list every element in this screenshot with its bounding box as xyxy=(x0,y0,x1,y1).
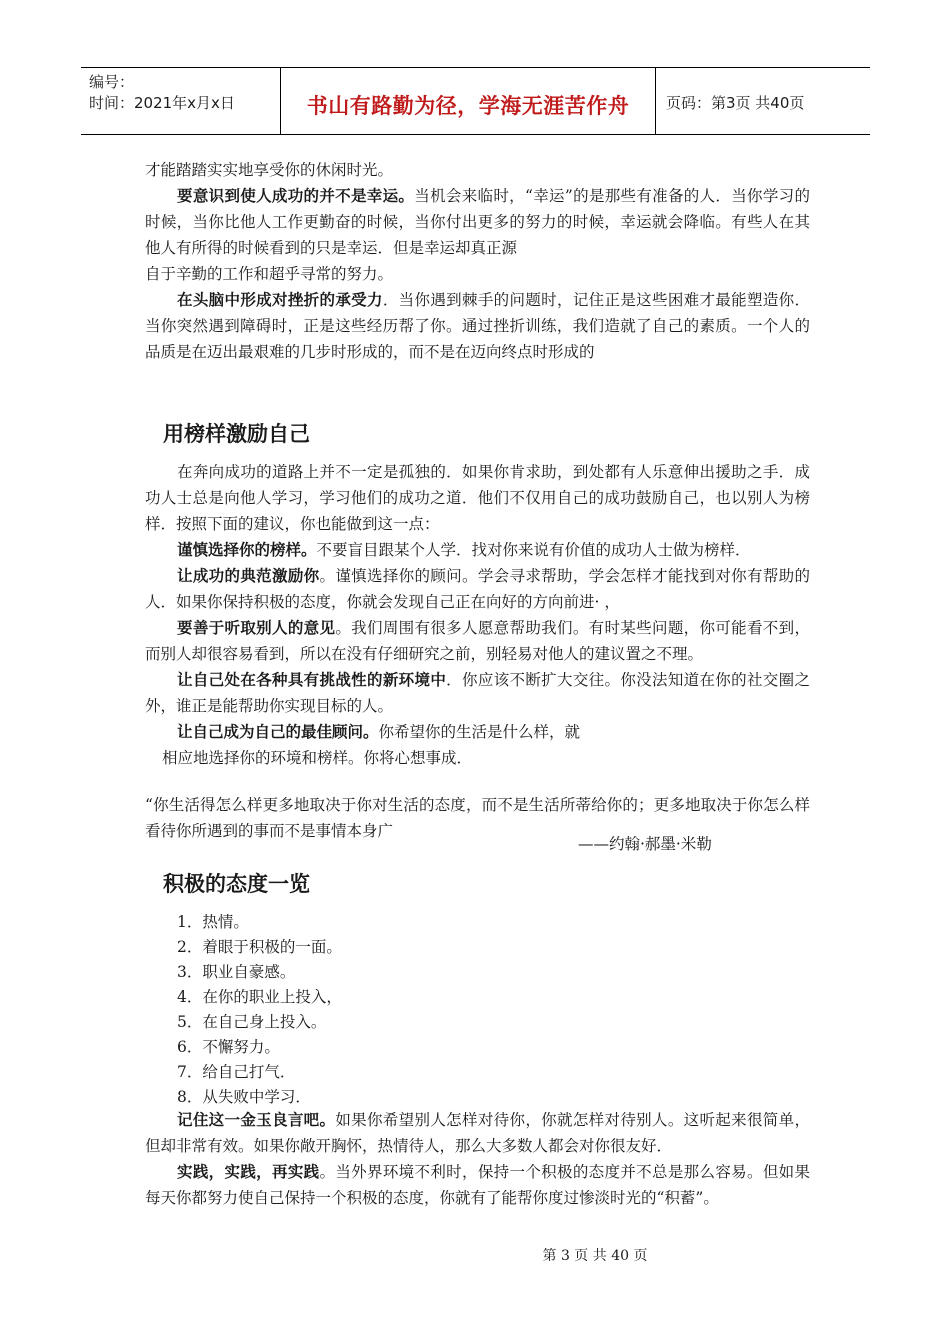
paragraph-text: 。当外界环境不利时，保持一个积极的态度并不总是那么容易。但如果每天你都努力使自己保持一个积极的态度，你就有了能帮你度过惨淡时光的“积蓄”。 xyxy=(145,1163,810,1207)
list-item: 1．热情。 xyxy=(177,913,249,931)
paragraph-text: 不要盲目跟某个人学．找对你来说有价值的成功人士做为榜样． xyxy=(316,541,751,559)
paragraph-text: 自于辛勤的工作和超乎寻常的努力。 xyxy=(145,265,394,283)
paragraph-practice xyxy=(145,1159,810,1211)
paragraph-lead: 让成功的典范激励你 xyxy=(177,567,320,585)
header-page-code: 页码：第3页 共40页 xyxy=(666,94,805,112)
document-header xyxy=(81,67,870,135)
header-meta-cell xyxy=(81,68,281,134)
paragraph-frustration xyxy=(145,287,810,365)
paragraph-lead: 谨慎选择你的榜样。 xyxy=(177,541,317,559)
paragraph-lead: 记住这一金玉良言吧。 xyxy=(177,1111,336,1129)
header-motto-cell xyxy=(281,68,656,134)
paragraph-luck-end xyxy=(145,261,810,287)
paragraph-golden-rule xyxy=(145,1107,810,1159)
paragraph-text: 在奔向成功的道路上并不一定是孤独的．如果你肯求助，到处都有人乐意伸出援助之手．成功人士总是向他人学习，学习他们的成功之道．他们不仅用自己的成功鼓励自己，也以别人为榜样．按照下面的建议，你也能做到这一点： xyxy=(145,463,810,533)
list-item: 7．给自己打气． xyxy=(177,1063,296,1081)
section-heading-positive-attitude: 积极的态度一览 xyxy=(163,872,310,896)
paragraph-own-advisor-end xyxy=(162,745,827,771)
paragraph-own-advisor xyxy=(145,719,810,745)
paragraph-lead: 要善于听取别人的意见 xyxy=(177,619,336,637)
document-date: 时间：2021年x月x日 xyxy=(89,94,235,112)
paragraph-text: 如果你希望别人怎样对待你，你就怎样对待别人。这听起来很简单，但却非常有效。如果你敞开胸怀，热情待人，那么大多数人都会对你很友好． xyxy=(145,1111,810,1155)
paragraph-text: 。谨慎选择你的顾问。学会寻求帮助，学会怎样才能找到对你有帮助的人．如果你保持积极的态度，你就会发现自己正在向好的方向前进· ， xyxy=(145,567,810,611)
header-motto: 书山有路勤为径，学海无涯苦作舟 xyxy=(306,94,630,118)
paragraph-inspire xyxy=(145,563,810,615)
list-item: 6．不懈努力。 xyxy=(177,1038,280,1056)
paragraph-listen xyxy=(145,615,810,667)
paragraph-lead: 在头脑中形成对挫折的承受力 xyxy=(177,291,383,309)
paragraph-text: 当机会来临时，“幸运”的是那些有准备的人．当你学习的时候，当你比他人工作更勤奋的时候，当你付出更多的努力的时候，幸运就会降临。有些人在其他人有所得的时候看到的只是幸运．但是幸运却真正源 xyxy=(145,187,810,257)
paragraph-lead: 要意识到使人成功的并不是幸运。 xyxy=(177,187,415,205)
list-item: 2．着眼于积极的一面。 xyxy=(177,938,342,956)
paragraph-choose-model xyxy=(145,537,810,563)
paragraph-lead: 让自己成为自己的最佳顾问。 xyxy=(177,723,379,741)
page-footer xyxy=(0,1245,950,1265)
document-number-label: 编号： xyxy=(89,73,135,91)
paragraph-luck xyxy=(145,183,810,261)
list-item: 4．在你的职业上投入， xyxy=(177,988,342,1006)
quote-attribution: ——约翰·郝墨·米勒 xyxy=(578,835,712,853)
paragraph-text: ．当你遇到棘手的问题时，记住正是这些困难才最能塑造你．当你突然遇到障碍时，正是这些经历帮了你。通过挫折训练，我们造就了自己的素质。一个人的品质是在迈出最艰难的几步时形成的，而不是在迈向终点时形成的 xyxy=(145,291,810,361)
quote-text: “你生活得怎么样更多地取决于你对生活的态度，而不是生活所蒂给你的；更多地取决于你怎么样看待你所遇到的事而不是事情本身广 xyxy=(145,796,810,840)
paragraph-text: ．你应该不断扩大交往。你没法知道在你的社交圈之外，谁正是能帮助你实现目标的人。 xyxy=(145,671,810,715)
paragraph-text: 。我们周围有很多人愿意帮助我们。有时某些问题，你可能看不到，而别人却很容易看到，所以在没有仔细研究之前，别轻易对他人的建议置之不理。 xyxy=(145,619,810,663)
paragraph-role-models-intro xyxy=(145,459,810,537)
section-heading-role-models: 用榜样激励自己 xyxy=(163,422,310,446)
paragraph-text: 你希望你的生活是什么样，就 xyxy=(378,723,581,741)
list-item: 8．从失败中学习． xyxy=(177,1088,311,1106)
list-item: 3．职业自豪感。 xyxy=(177,963,296,981)
paragraph-lead: 让自己处在各种具有挑战性的新环境中 xyxy=(177,671,447,689)
paragraph-text: 相应地选择你的环境和榜样。你将心想事成． xyxy=(162,749,473,767)
list-item: 5．在自己身上投入。 xyxy=(177,1013,327,1031)
header-page-cell xyxy=(656,68,870,134)
footer-page-number: 第 3 页 共 40 页 xyxy=(542,1248,648,1264)
paragraph-continuation xyxy=(145,157,810,183)
paragraph-lead: 实践，实践，再实践 xyxy=(177,1163,320,1181)
paragraph-text: 才能踏踏实实地享受你的休闲时光。 xyxy=(145,161,394,179)
paragraph-challenge xyxy=(145,667,810,719)
